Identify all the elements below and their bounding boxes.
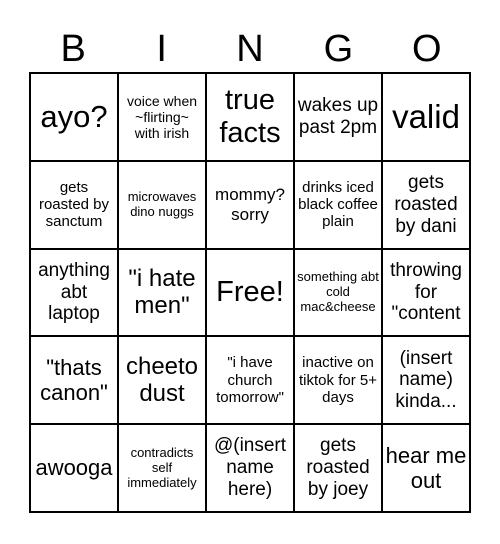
bingo-header (29, 24, 471, 74)
bingo-cell[interactable]: cheeto dust (118, 336, 206, 424)
bingo-cell[interactable]: (insert name) kinda... (382, 336, 470, 424)
bingo-cell[interactable]: mommy? sorry (206, 161, 294, 249)
bingo-cell[interactable]: contradicts self immediately (118, 424, 206, 512)
bingo-cell[interactable]: hear me out (382, 424, 470, 512)
bingo-board (29, 72, 471, 513)
bingo-cell[interactable]: voice when ~flirting~ with irish (118, 73, 206, 161)
bingo-cell[interactable]: "thats canon" (30, 336, 118, 424)
bingo-cell[interactable]: valid (382, 73, 470, 161)
bingo-cell[interactable]: ayo? (30, 73, 118, 161)
bingo-cell[interactable]: awooga (30, 424, 118, 512)
header-letter-b: B (60, 28, 86, 70)
bingo-cell[interactable]: throwing for "content (382, 249, 470, 337)
header-letter-n: N (236, 28, 264, 70)
bingo-cell[interactable]: @(insert name here) (206, 424, 294, 512)
bingo-cell[interactable]: "i have church tomorrow" (206, 336, 294, 424)
bingo-cell[interactable]: "i hate men" (118, 249, 206, 337)
bingo-cell[interactable]: inactive on tiktok for 5+ days (294, 336, 382, 424)
bingo-cell[interactable]: anything abt laptop (30, 249, 118, 337)
bingo-cell[interactable]: microwaves dino nuggs (118, 161, 206, 249)
bingo-cell[interactable]: gets roasted by dani (382, 161, 470, 249)
bingo-cell[interactable]: gets roasted by sanctum (30, 161, 118, 249)
header-letter-i: I (156, 28, 167, 70)
bingo-cell[interactable]: something abt cold mac&cheese (294, 249, 382, 337)
bingo-cell[interactable]: true facts (206, 73, 294, 161)
bingo-cell[interactable]: Free! (206, 249, 294, 337)
bingo-cell[interactable]: gets roasted by joey (294, 424, 382, 512)
bingo-cell[interactable]: wakes up past 2pm (294, 73, 382, 161)
bingo-cell[interactable]: drinks iced black coffee plain (294, 161, 382, 249)
header-letter-o: O (412, 28, 442, 70)
header-letter-g: G (323, 28, 354, 70)
